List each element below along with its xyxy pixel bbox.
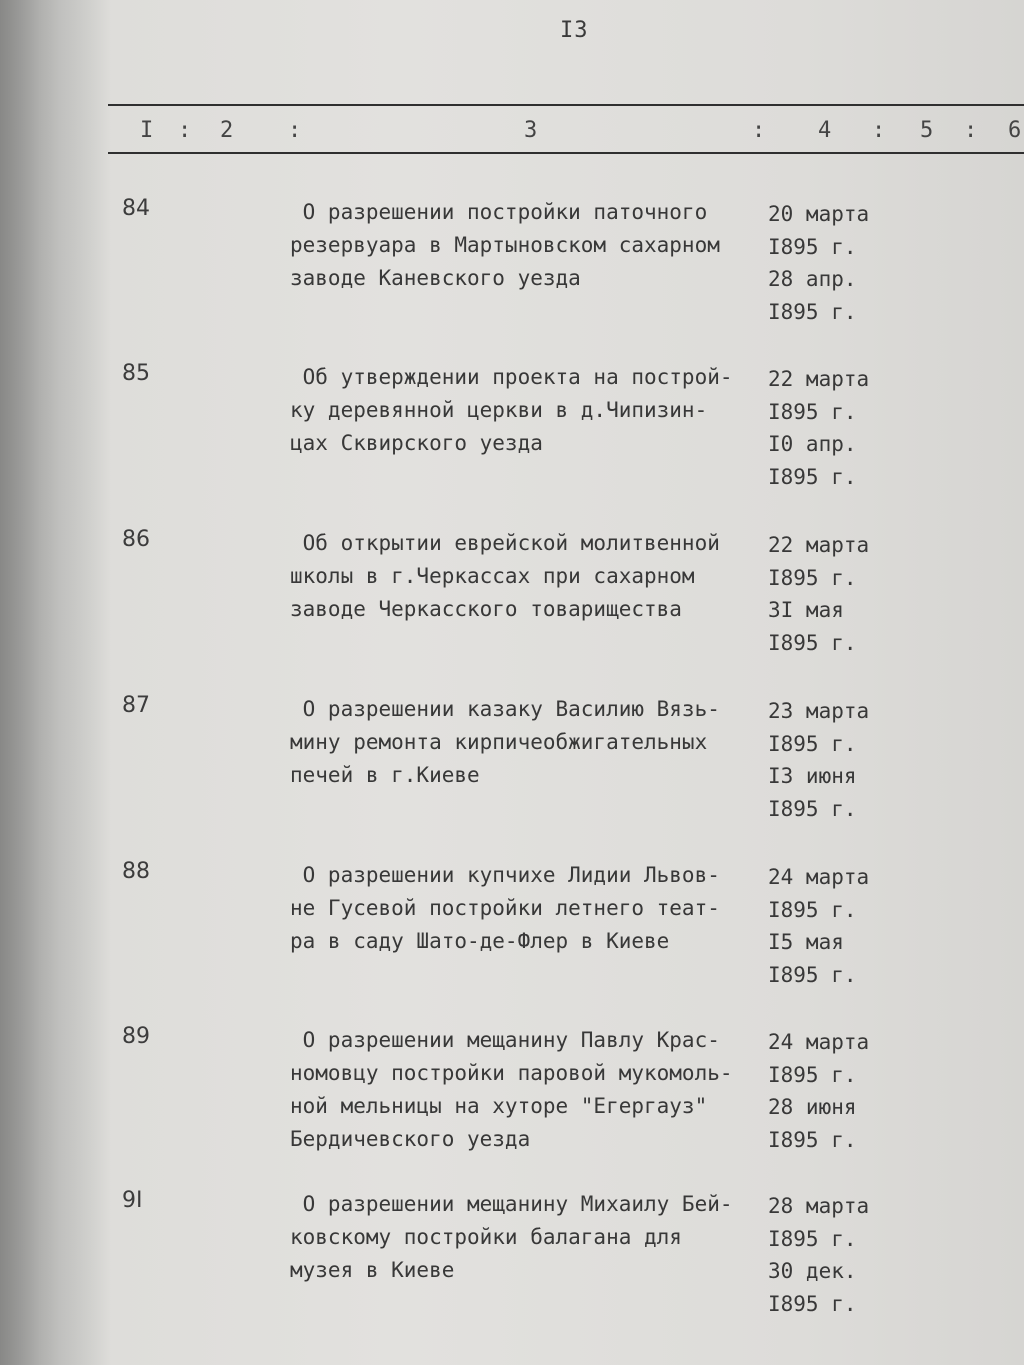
entry-dates: 22 марта I895 г. 3I мая I895 г. [768, 533, 870, 655]
entry-description: О разрешении купчихе Лидии Львов- не Гусевой постройки летнего теат- ра в саду Шато-де-Флер в Киеве [290, 863, 720, 953]
column-separator: : [178, 118, 192, 143]
column-header-1: I [140, 118, 154, 143]
entry-description: О разрешении казаку Василию Вязь- мину ремонта кирпичеобжигательных печей в г.Киеве [290, 697, 720, 787]
column-separator: : [872, 118, 886, 143]
entry-number: 84 [122, 196, 150, 221]
column-separator: : [964, 118, 978, 143]
entry-description: Об открытии еврейской молитвенной школы в г.Черкассах при сахарном заводе Черкасского товарищества [290, 531, 720, 621]
entry-dates: 20 марта I895 г. 28 апр. I895 г. [768, 202, 870, 324]
column-separator: : [752, 118, 766, 143]
table-header-bottom-rule [108, 152, 1024, 154]
register-entry [0, 859, 1024, 1019]
column-separator: : [288, 118, 302, 143]
entry-number: 85 [122, 361, 150, 386]
entry-number: 89 [122, 1024, 150, 1049]
entry-dates: 24 марта I895 г. 28 июня I895 г. [768, 1030, 870, 1152]
column-header-6: 6 [1008, 118, 1022, 143]
entry-dates: 22 марта I895 г. I0 апр. I895 г. [768, 367, 870, 489]
column-header-2: 2 [220, 118, 234, 143]
column-header-5: 5 [920, 118, 934, 143]
entry-dates: 24 марта I895 г. I5 мая I895 г. [768, 865, 870, 987]
entry-dates: 23 марта I895 г. I3 июня I895 г. [768, 699, 870, 821]
entry-number: 9I [122, 1188, 143, 1213]
entry-description: О разрешении мещанину Павлу Крас- номовцу постройки паровой мукомоль- ной мельницы на хуторе "Егергауз" Бердичевского уезда [290, 1028, 733, 1151]
entry-number: 86 [122, 527, 150, 552]
page-number: I3 [560, 18, 589, 43]
register-entry [0, 1024, 1024, 1184]
column-header-4: 4 [818, 118, 832, 143]
register-entry [0, 527, 1024, 687]
table-header-top-rule [108, 104, 1024, 106]
entry-number: 87 [122, 693, 150, 718]
entry-description: О разрешении постройки паточного резервуара в Мартыновском сахарном заводе Каневского уезда [290, 200, 720, 290]
register-entry [0, 1188, 1024, 1348]
register-entry [0, 693, 1024, 853]
entry-description: О разрешении мещанину Михаилу Бей- ковскому постройки балагана для музея в Киеве [290, 1192, 733, 1282]
entry-dates: 28 марта I895 г. 30 дек. I895 г. [768, 1194, 870, 1316]
entry-description: Об утверждении проекта на построй- ку деревянной церкви в д.Чипизин- цах Сквирского уезда [290, 365, 733, 455]
entry-number: 88 [122, 859, 150, 884]
column-header-3: 3 [524, 118, 538, 143]
register-entry [0, 196, 1024, 356]
register-entry [0, 361, 1024, 521]
